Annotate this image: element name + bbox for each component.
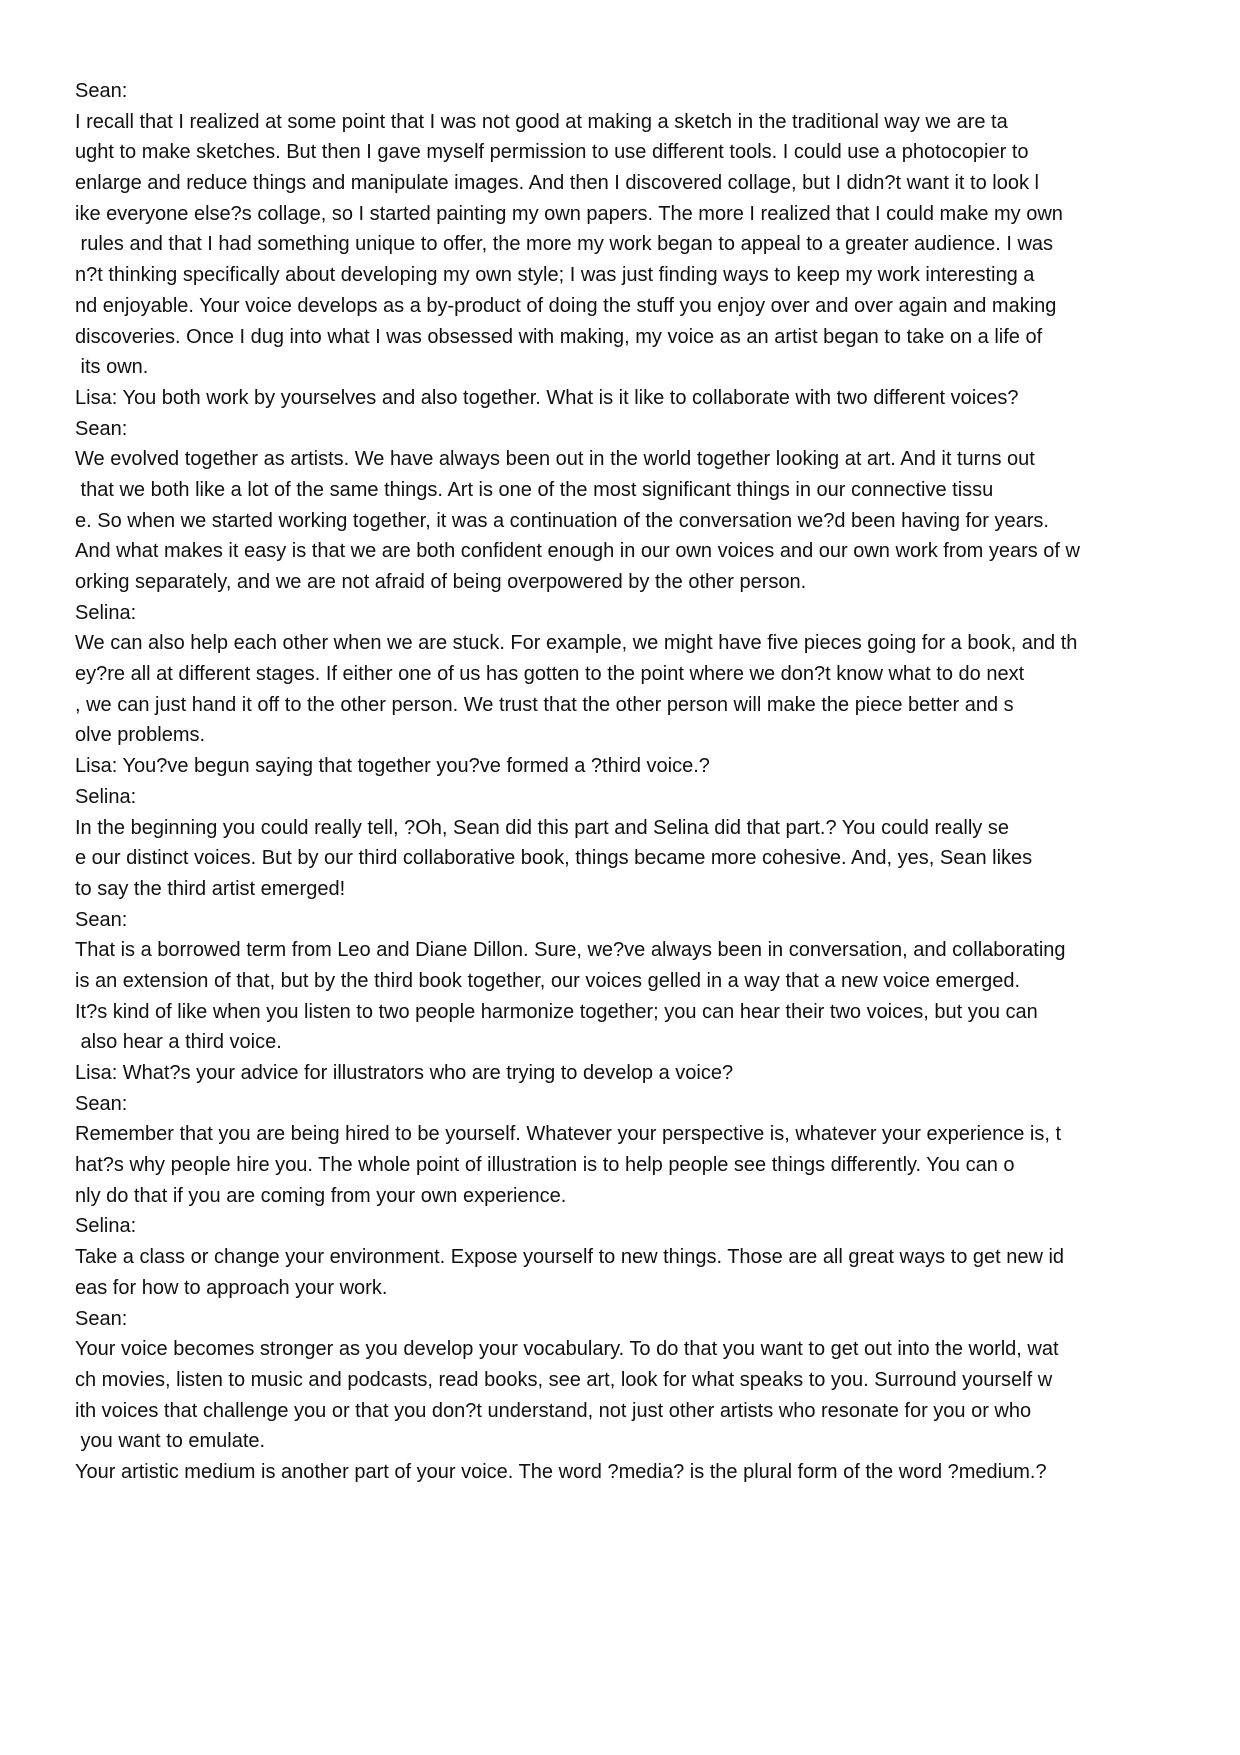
text-line: enlarge and reduce things and manipulate images. And then I discovered collage, but I didn?t want it to look l [75, 172, 1039, 195]
text-line: is an extension of that, but by the third book together, our voices gelled in a way that a new voice emerged. [75, 969, 1021, 992]
text-line: ith voices that challenge you or that you don?t understand, not just other artists who resonate for you or who [75, 1399, 1032, 1422]
text-line: It?s kind of like when you listen to two people harmonize together; you can hear their two voices, but you can [75, 1000, 1038, 1023]
text-line: orking separately, and we are not afraid of being overpowered by the other person. [75, 571, 807, 593]
text-line: That is a borrowed term from Leo and Diane Dillon. Sure, we?ve always been in conversation, and collaborating [75, 939, 1066, 962]
text-line: Your artistic medium is another part of your voice. The word ?media? is the plural form of the word ?medium.? [75, 1460, 1047, 1483]
text-line: hat?s why people hire you. The whole point of illustration is to help people see things differently. You can o [75, 1154, 1015, 1177]
text-line: e our distinct voices. But by our third collaborative book, things became more cohesive. And, yes, Sean likes [75, 847, 1033, 870]
speaker-label: Selina: [75, 601, 137, 624]
speaker-label: Selina: [75, 785, 137, 808]
speaker-label: Sean: [75, 908, 128, 931]
speaker-label: Sean: [75, 80, 128, 102]
text-line: ike everyone else?s collage, so I started painting my own papers. The more I realized that I could make my own [75, 202, 1063, 225]
text-line: Remember that you are being hired to be yourself. Whatever your perspective is, whatever your experience is, t [75, 1123, 1062, 1146]
text-line: ch movies, listen to music and podcasts, read books, see art, look for what speaks to you. Surround yourself w [75, 1368, 1053, 1391]
text-line: discoveries. Once I dug into what I was obsessed with making, my voice as an artist began to take on a life of [75, 325, 1043, 348]
speaker-label: Sean: [75, 1092, 128, 1115]
text-line: We can also help each other when we are stuck. For example, we might have five pieces going for a book, and th [75, 632, 1078, 655]
text-line: ey?re all at different stages. If either one of us has gotten to the point where we don?t know what to do next [75, 663, 1025, 686]
text-line: e. So when we started working together, it was a continuation of the conversation we?d been having for years. [75, 509, 1049, 532]
text-line: olve problems. [75, 724, 206, 747]
question-line: Lisa: You both work by yourselves and also together. What is it like to collaborate with two different voices? [75, 386, 1019, 409]
text-line: And what makes it easy is that we are both confident enough in our own voices and our own work from years of w [75, 540, 1080, 563]
text-line: , we can just hand it off to the other person. We trust that the other person will make the piece better and s [75, 693, 1014, 716]
text-line: rules and that I had something unique to offer, the more my work began to appeal to a greater audience. I was [75, 233, 1054, 256]
question-line: Lisa: You?ve begun saying that together you?ve formed a ?third voice.? [75, 755, 710, 778]
text-line: n?t thinking specifically about developing my own style; I was just finding ways to keep my work interesting a [75, 264, 1035, 287]
text-line: Your voice becomes stronger as you develop your vocabulary. To do that you want to get out into the world, wat [75, 1338, 1059, 1361]
text-line: nd enjoyable. Your voice develops as a by-product of doing the stuff you enjoy over and over again and making [75, 294, 1057, 317]
question-line: Lisa: What?s your advice for illustrators who are trying to develop a voice? [75, 1062, 734, 1084]
text-line: In the beginning you could really tell, ?Oh, Sean did this part and Selina did that part.? You could really se [75, 816, 1009, 839]
text-line: its own. [75, 356, 149, 379]
speaker-label: Sean: [75, 1307, 128, 1330]
text-line: also hear a third voice. [75, 1031, 282, 1054]
text-line: that we both like a lot of the same things. Art is one of the most significant things in our connective tissu [75, 478, 994, 501]
text-line: to say the third artist emerged! [75, 877, 346, 900]
interview-text [75, 76, 1175, 1488]
text-line: We evolved together as artists. We have always been out in the world together looking at art. And it turns out [75, 448, 1035, 471]
speaker-label: Selina: [75, 1215, 137, 1238]
text-line: Take a class or change your environment. Expose yourself to new things. Those are all great ways to get new id [75, 1246, 1065, 1269]
text-line: ught to make sketches. But then I gave myself permission to use different tools. I could use a photocopier to [75, 141, 1029, 164]
text-line: eas for how to approach your work. [75, 1276, 388, 1299]
speaker-label: Sean: [75, 417, 128, 440]
text-line: I recall that I realized at some point that I was not good at making a sketch in the traditional way we are ta [75, 110, 1008, 133]
text-line: you want to emulate. [75, 1430, 266, 1453]
text-line: nly do that if you are coming from your own experience. [75, 1184, 567, 1207]
